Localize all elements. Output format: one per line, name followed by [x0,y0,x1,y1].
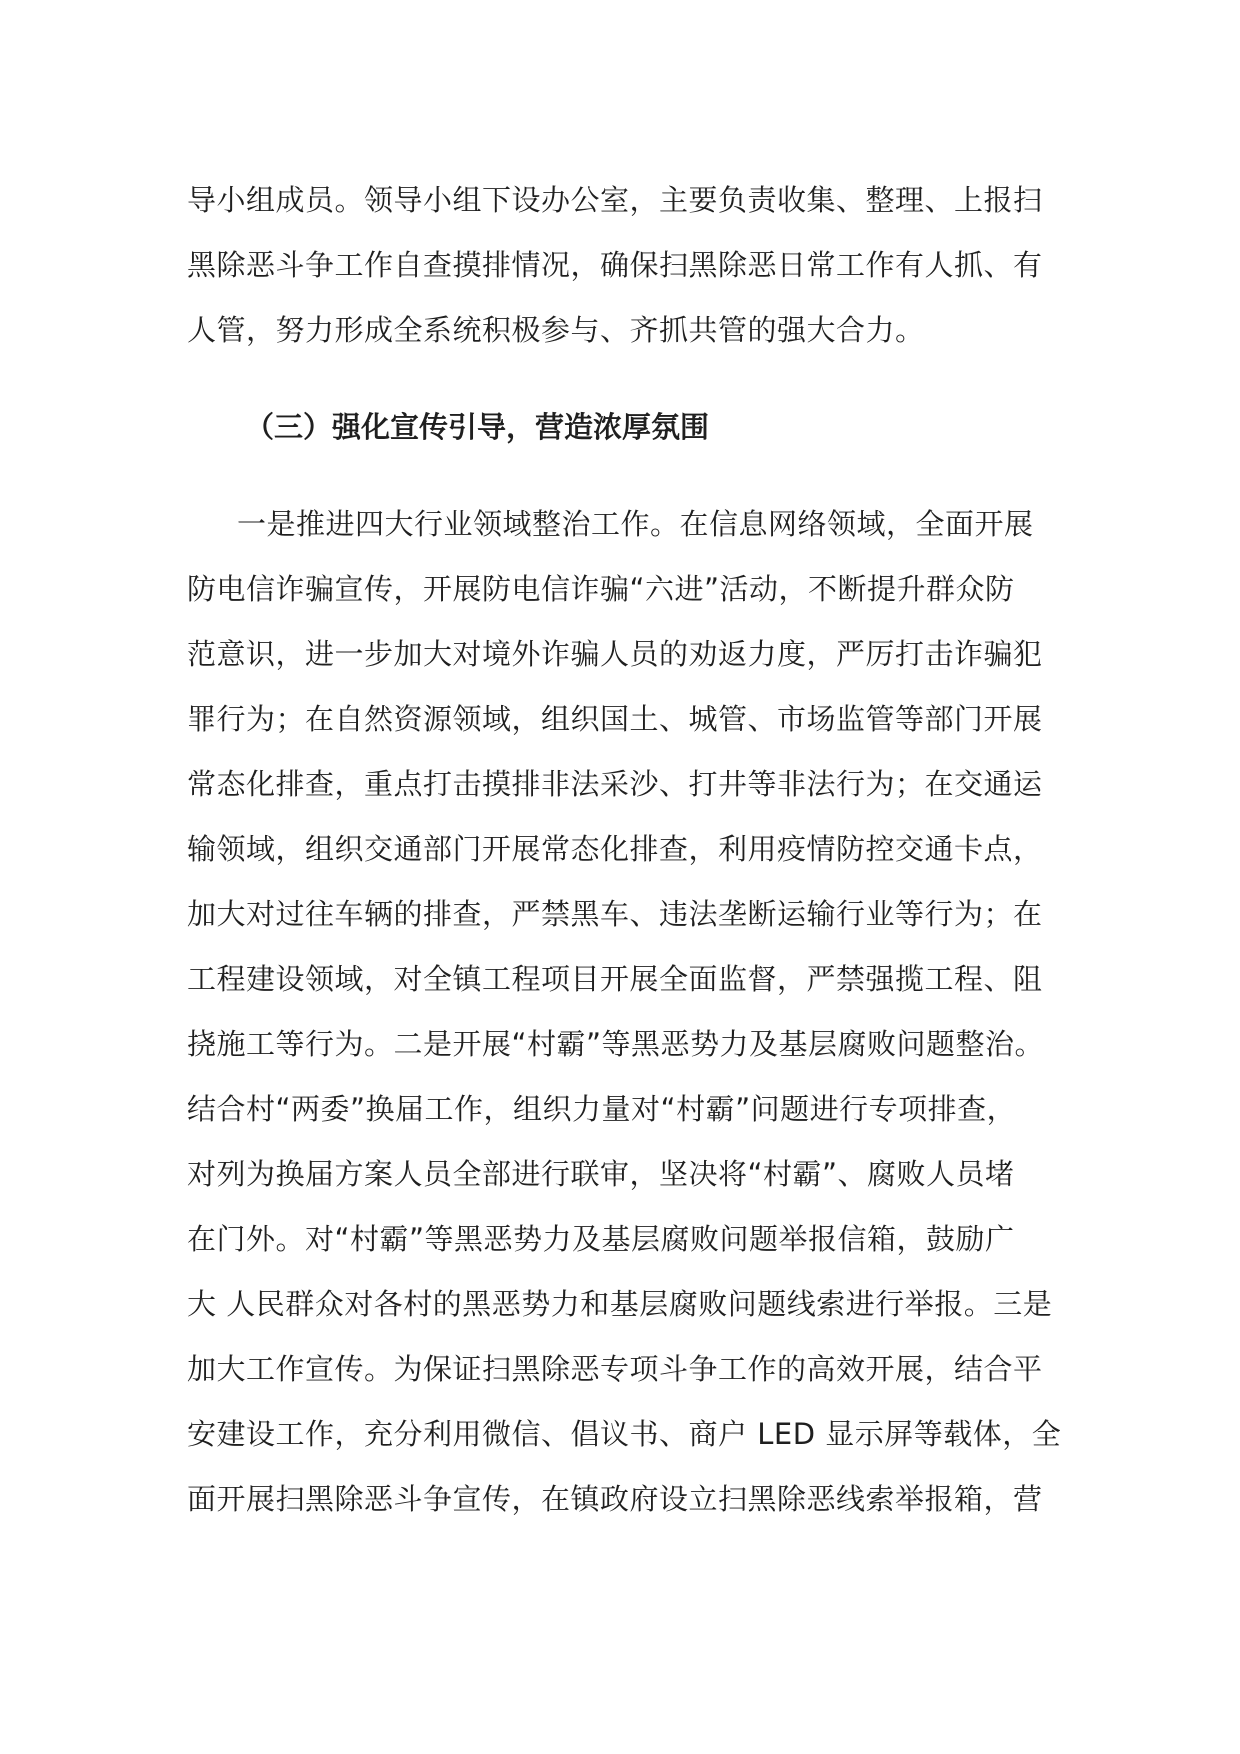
paragraph-1 [187,168,1067,363]
text-line: 范意识，进一步加大对境外诈骗人员的劝返力度，严厉打击诈骗犯 [187,637,1043,671]
text-line: 防电信诈骗宣传，开展防电信诈骗“六进”活动，不断提升群众防 [187,572,1015,606]
text-line: 在门外。对“村霸”等黑恶势力及基层腐败问题举报信箱，鼓励广 [187,1222,1015,1256]
text-line: 导小组成员。领导小组下设办公室，主要负责收集、整理、上报扫 [187,183,1043,217]
text-line: 常态化排查，重点打击摸排非法采沙、打井等非法行为；在交通运 [187,767,1043,801]
text-line: 大 人民群众对各村的黑恶势力和基层腐败问题线索进行举报。三是 [187,1287,1053,1321]
text-line: 人管，努力形成全系统积极参与、齐抓共管的强大合力。 [187,313,925,347]
text-line: 加大工作宣传。为保证扫黑除恶专项斗争工作的高效开展，结合平 [187,1352,1043,1386]
section-heading: （三）强化宣传引导，营造浓厚氛围 [245,410,710,444]
text-line: 对列为换届方案人员全部进行联审，坚决将“村霸”、腐败人员堵 [187,1157,1015,1191]
text-line: 一是推进四大行业领域整治工作。在信息网络领域，全面开展 [237,507,1034,541]
paragraph-2 [187,492,1067,1532]
text-line: 黑除恶斗争工作自查摸排情况，确保扫黑除恶日常工作有人抓、有 [187,248,1043,282]
text-line: 面开展扫黑除恶斗争宣传，在镇政府设立扫黑除恶线索举报箱，营 [187,1482,1043,1516]
text-line: 安建设工作，充分利用微信、倡议书、商户 LED 显示屏等载体，全 [187,1417,1062,1451]
text-line: 加大对过往车辆的排查，严禁黑车、违法垄断运输行业等行为；在 [187,897,1043,931]
text-line: 罪行为；在自然资源领域，组织国土、城管、市场监管等部门开展 [187,702,1043,736]
text-line: 工程建设领域，对全镇工程项目开展全面监督，严禁强揽工程、阻 [187,962,1043,996]
text-line: 输领域，组织交通部门开展常态化排查，利用疫情防控交通卡点， [187,832,1043,866]
text-line: 挠施工等行为。二是开展“村霸”等黑恶势力及基层腐败问题整治。 [187,1027,1045,1061]
text-line: 结合村“两委”换届工作，组织力量对“村霸”问题进行专项排查， [187,1092,1017,1126]
document-body [187,168,1067,1532]
